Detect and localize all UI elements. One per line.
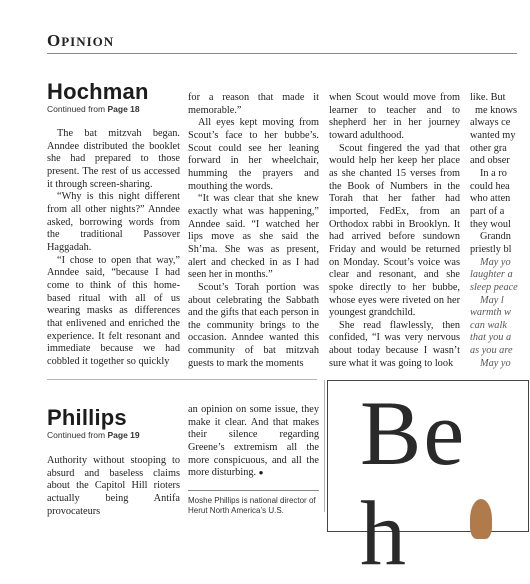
section-title: [47, 31, 114, 51]
hochman-column-1: [47, 128, 180, 368]
col4-line: that you a: [470, 332, 512, 344]
hochman-column-3: [329, 92, 460, 370]
col4-line: Grandn: [480, 231, 511, 243]
ad-image: [470, 499, 492, 539]
col4-line: who atten: [470, 193, 511, 205]
col4-line: priestly bl: [470, 243, 512, 255]
col4-line: wanted my: [470, 129, 516, 141]
phillips-column-2: [188, 404, 319, 480]
col4-line: sleep peace: [470, 281, 518, 293]
hochman-col1-para: “I chose to open that way,” Anndee said, “because I had come to think of this home-based ritual with all of us wearing masks as differences that enlivened and enriched the experience. It felt resonant and immediate because we had cobbled it together so quickly: [47, 254, 180, 367]
phillips-continued-prefix: Continued from: [47, 430, 108, 440]
section-title-rest: PINION: [61, 34, 115, 49]
phillips-continued-page[interactable]: Page 19: [107, 430, 140, 440]
col4-line: can walk: [470, 319, 507, 331]
advertisement[interactable]: [327, 380, 529, 584]
col4-line: laughter a: [470, 269, 513, 281]
hochman-continued-prefix: Continued from: [47, 104, 108, 114]
article-divider: [47, 379, 317, 380]
col4-line: as you are: [470, 345, 513, 357]
hochman-col2-para: for a reason that made it memorable.”: [188, 92, 319, 116]
phillips-col2-para: an opinion on some issue, they make it clear. And that makes their silence regarding Greene’s extremism all the more conspicuous, and all the more disturbing.: [188, 404, 319, 479]
hochman-col2-para: “It was clear that she knew exactly what was happening,” Anndee said. “I watched her lips move as she said the Sh’ma. She was as present, alert and checked in as I had seen her in months.”: [188, 193, 319, 281]
end-mark-icon: ●: [258, 468, 264, 478]
col4-line: me knows: [475, 104, 518, 116]
col4-line: other gra: [470, 142, 507, 154]
col4-line: May l: [480, 294, 504, 306]
col4-line: always ce: [470, 117, 511, 129]
hochman-col3-para: She read flawlessly, then confided, “I was very nervous about today because I wasn’t sure what it was going to look: [329, 319, 460, 369]
author-credit: Moshe Phillips is national director of Herut North America’s U.S.: [188, 496, 316, 515]
hochman-column-4: [470, 92, 530, 370]
col4-line: May yo: [480, 357, 511, 369]
column-divider: [324, 380, 325, 512]
hochman-col3-para: when Scout would move from learner to teacher and to shepherd her in her journey toward adulthood.: [329, 92, 460, 141]
col4-line: and obser: [470, 155, 510, 167]
phillips-continued: [47, 430, 140, 440]
section-title-initial: O: [47, 31, 62, 50]
phillips-col1-para: Authority without stooping to absurd and baseless claims about the Capitol Hill rioters actually being Antifa provocateurs: [47, 455, 180, 517]
col4-line: warmth w: [470, 307, 511, 319]
hochman-col1-para: “Why is this night different from all other nights?” Anndee asked, borrowing words from the traditional Passover Haggadah.: [47, 191, 180, 253]
col4-line: could hea: [470, 180, 510, 192]
credit-rule: [188, 490, 319, 491]
col4-line: they woul: [470, 218, 511, 230]
hochman-headline: Hochman: [47, 79, 149, 104]
col4-line: May yo: [480, 256, 511, 268]
section-header: [47, 31, 517, 54]
hochman-col1-para: The bat mitzvah began. Anndee distributed the booklet she had prepared to those present. The rest of us accessed it through screen-sharing.: [47, 128, 180, 190]
hochman-continued-page[interactable]: Page 18: [107, 104, 140, 114]
col4-line: part of a: [470, 205, 505, 217]
phillips-headline: Phillips: [47, 405, 127, 430]
hochman-column-2: [188, 92, 319, 370]
hochman-col2-para: Scout’s Torah portion was about celebrating the Sabbath and the gifts that each person in the community brings to the occasion. Anndee wanted this community of bat mitzvah guests to mark the moments: [188, 281, 319, 369]
col4-line: like. But: [470, 92, 506, 103]
ad-headline: Be h: [360, 382, 467, 584]
hochman-col2-para: All eyes kept moving from Scout’s face to her bubbe’s. Scout could see her leaning forward in her wheelchair, humming the prayers and mouthing the words.: [188, 117, 319, 192]
hochman-col3-para: Scout fingered the yad that would help her keep her place as she chanted 15 verses from the Book of Numbers in the Torah that her father had imported, FedEx, from an Orthodox rabbi in Brooklyn. It had arrived before sundown Friday and would be returned on Monday. Scout’s voice was clear and resonant, and she spoke directly to her bubbe, whose eyes were riveted on her youngest grandchild.: [329, 142, 460, 319]
phillips-column-1: [47, 455, 180, 518]
hochman-continued: [47, 104, 140, 114]
col4-line: In a ro: [480, 167, 507, 179]
